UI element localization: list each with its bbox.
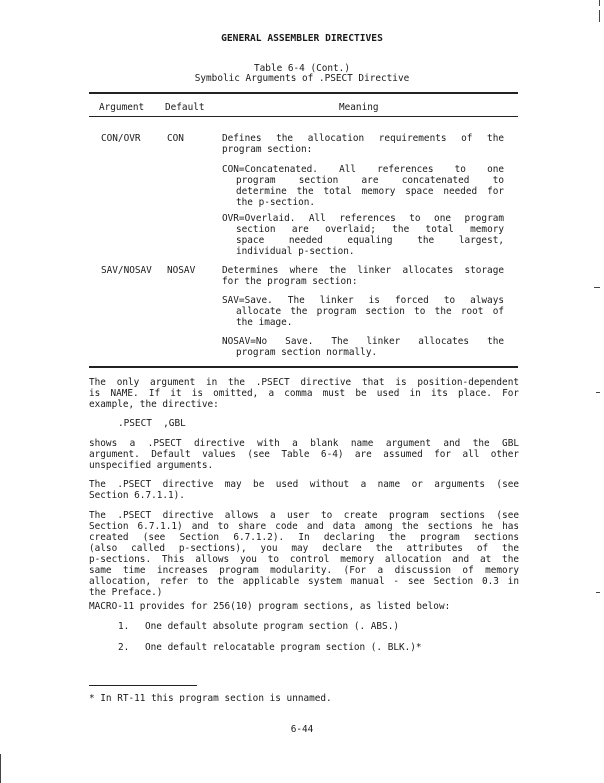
scan-edge-mark xyxy=(0,754,1,783)
row-argument-sav-nosav: SAV/NOSAV xyxy=(101,265,152,276)
table-top-rule xyxy=(89,92,518,94)
scan-edge-mark xyxy=(596,592,600,593)
row-meaning-sav-item: SAV=Save. The linker is forced to always allocate the program section to the root of the image. xyxy=(222,295,504,328)
scan-edge-mark xyxy=(594,287,600,288)
footnote-rule xyxy=(89,685,197,686)
row-meaning-sav-nosav-intro: Determines where the linker allocates storage for the program section: xyxy=(222,265,504,287)
row-meaning-con-item: CON=Concatenated. All references to one program section are concatenated to determine the total memory space needed for the p-section. xyxy=(222,164,504,208)
row-meaning-ovr-item: OVR=Overlaid. All references to one program section are overlaid; the total memory space needed equaling the largest, individual p-section. xyxy=(222,213,504,257)
page-number: 6-44 xyxy=(290,724,314,735)
list-item-text: One default absolute program section (. ABS.) xyxy=(145,621,399,632)
list-item-number: 1. xyxy=(118,621,130,632)
column-header-argument: Argument xyxy=(99,102,145,113)
row-meaning-nosav-item: NOSAV=No Save. The linker allocates the program section normally. xyxy=(222,336,504,358)
paragraph-position-dependent: The only argument in the .PSECT directive that is position-dependent is NAME. If it is omitted, a comma must be used in its place. For example, the directive: xyxy=(89,377,519,410)
scan-edge-mark xyxy=(599,0,600,6)
list-item-number: 2. xyxy=(118,642,130,653)
table-header-rule xyxy=(89,116,518,117)
row-meaning-con-ovr-intro: Defines the allocation requirements of the program section: xyxy=(222,133,504,155)
list-item-text: One default relocatable program section (. BLK.)* xyxy=(145,642,422,653)
scan-edge-mark xyxy=(596,392,600,393)
table-caption-title: Symbolic Arguments of .PSECT Directive xyxy=(194,73,410,84)
column-header-default: Default xyxy=(165,102,205,113)
column-header-meaning: Meaning xyxy=(339,102,379,113)
footnote: * In RT-11 this program section is unnamed. xyxy=(89,693,332,704)
table-caption-number: Table 6-4 (Cont.) xyxy=(254,63,350,74)
table-bottom-rule xyxy=(89,366,518,368)
paragraph-program-sections: MACRO-11 provides for 256(10) program sections, as listed below: xyxy=(89,601,451,612)
row-default-nosav: NOSAV xyxy=(167,265,196,276)
scan-edge-mark xyxy=(599,10,600,22)
paragraph-blank-name: shows a .PSECT directive with a blank name argument and the GBL argument. Default values (see Table 6-4) are assumed for all other unspecified arguments. xyxy=(89,438,519,471)
row-argument-con-ovr: CON/OVR xyxy=(101,133,141,144)
paragraph-create-sections: The .PSECT directive allows a user to create program sections (see Section 6.7.1.1) and to share code and data among the sections he has created (see Section 6.7.1.2). In declaring the program sections (also called p-sections), you may declare the attributes of the p-sections. This allows you to control memory allocation and at the same time increases program modularity. (For a discussion of memory allocation, refer to the applicable system manual - see Section 0.3 in the Preface.) xyxy=(89,510,519,598)
row-default-con: CON xyxy=(167,133,184,144)
page-header: GENERAL ASSEMBLER DIRECTIVES xyxy=(221,33,383,44)
paragraph-without-name: The .PSECT directive may be used without a name or arguments (see Section 6.7.1.1). xyxy=(89,479,519,501)
code-example: .PSECT ,GBL xyxy=(118,418,186,429)
